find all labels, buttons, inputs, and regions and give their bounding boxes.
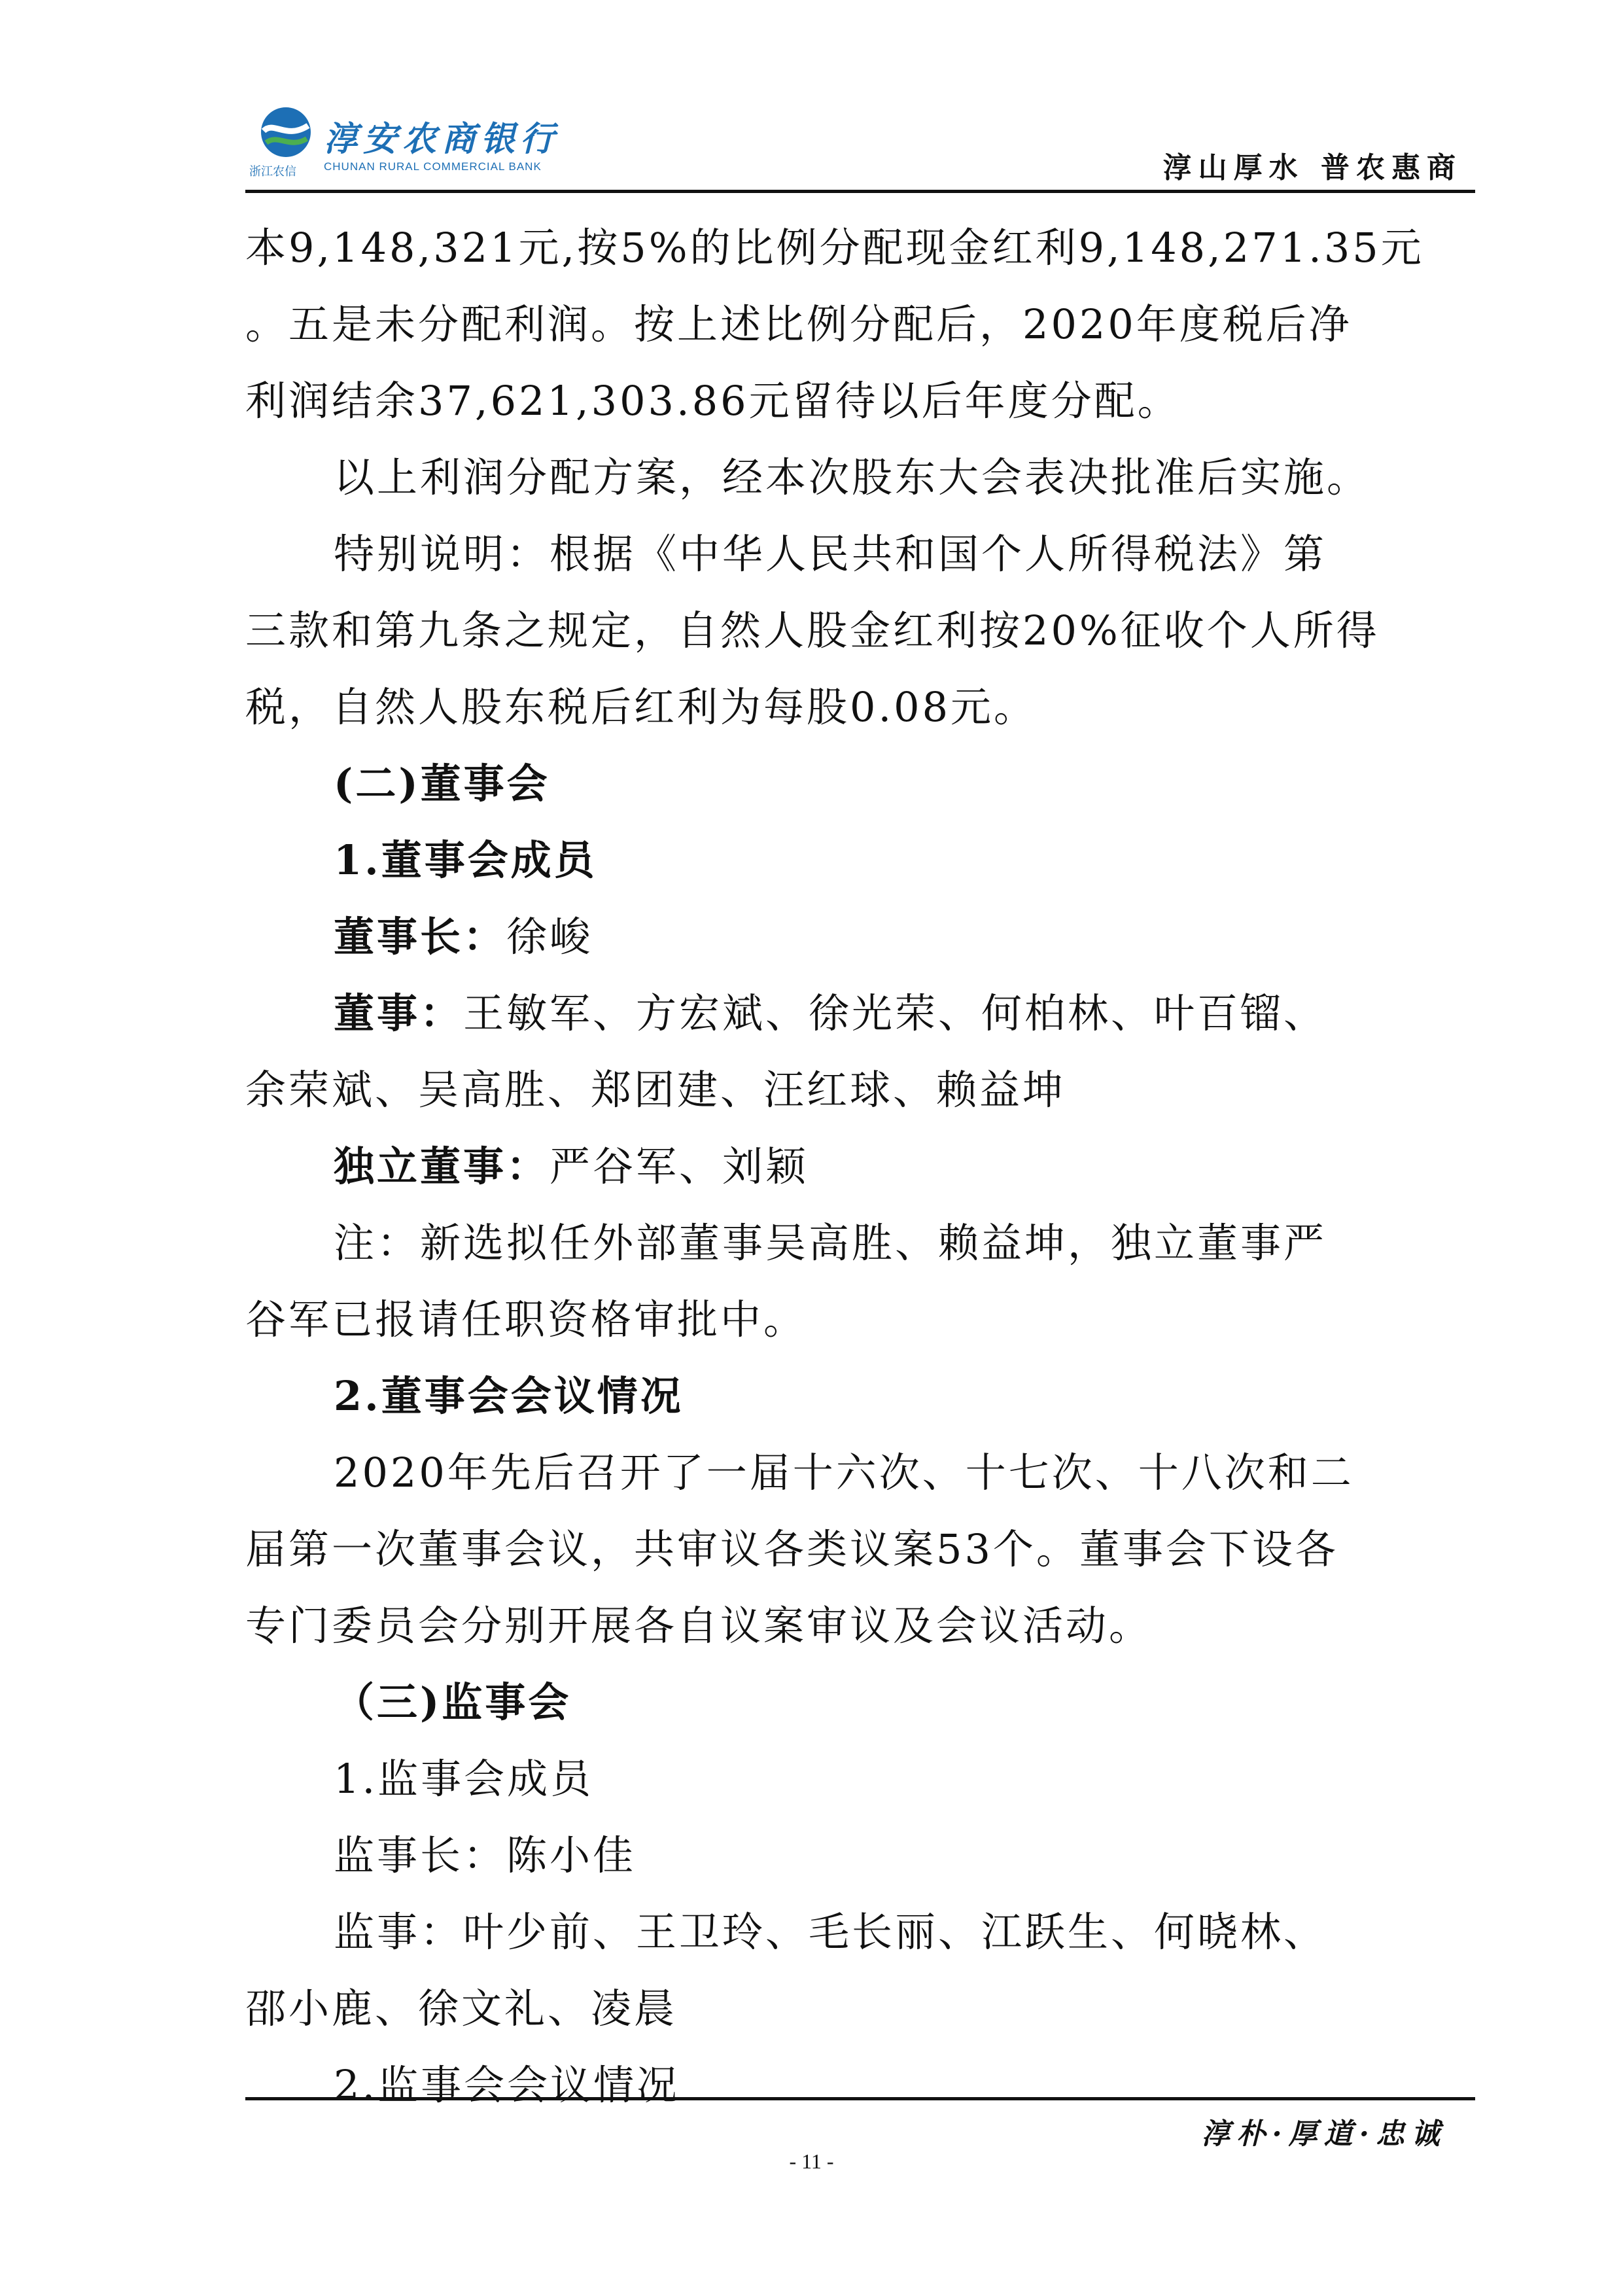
paragraph-line: 专门委员会分别开展各自议案审议及会议活动。 — [245, 1602, 1153, 1650]
paragraph-line: 谷军已报请任职资格审批中。 — [245, 1296, 807, 1343]
bank-name-chinese: 淳安农商银行 — [324, 119, 560, 159]
directors-value: 王敏军、方宏斌、徐光荣、何柏林、叶百镏、 — [463, 989, 1327, 1037]
header-slogan: 淳山厚水 普农惠商 — [1162, 151, 1462, 185]
page-number: - 11 - — [789, 2149, 834, 2173]
chairman-value: 徐峻 — [506, 913, 593, 961]
independent-directors-line — [245, 1128, 1423, 1205]
chairman-line — [245, 898, 1423, 975]
subsection-heading: 2.监事会会议情况 — [334, 2061, 680, 2109]
directors-label: 董事： — [334, 989, 464, 1037]
footer-motto: 淳朴·厚道·忠诚 — [1201, 2117, 1446, 2151]
directors-line — [245, 975, 1423, 1051]
paragraph-line: 余荣斌、吴高胜、郑团建、汪红球、赖益坤 — [245, 1066, 1066, 1114]
header-rule — [245, 190, 1475, 193]
footer-rule — [245, 2097, 1475, 2100]
paragraph-line: 利润结余37,621,303.86元留待以后年度分配。 — [245, 377, 1181, 425]
paragraph-line: 监事：叶少前、王卫玲、毛长丽、江跃生、何晓林、 — [334, 1908, 1327, 1956]
subsection-heading: 1.监事会成员 — [334, 1755, 594, 1803]
paragraph-line: 本9,148,321元,按5%的比例分配现金红利9,148,271.35元 — [245, 224, 1424, 272]
paragraph-line: 税，自然人股东税后红利为每股0.08元。 — [245, 683, 1038, 731]
document-body — [245, 209, 1423, 2123]
logo-subtitle: 浙江农信 — [249, 165, 296, 178]
subsection-heading: 1.董事会成员 — [334, 836, 597, 884]
paragraph-line: 注：新选拟任外部董事吴高胜、赖益坤，独立董事严 — [334, 1219, 1327, 1267]
bank-logo — [245, 98, 612, 183]
paragraph-line: 届第一次董事会议，共审议各类议案53个。董事会下设各 — [245, 1525, 1338, 1573]
paragraph-line: 三款和第九条之规定，自然人股金红利按20%征收个人所得 — [245, 607, 1380, 654]
bank-name-english: CHUNAN RURAL COMMERCIAL BANK — [324, 160, 542, 173]
supervisory-chair-line: 监事长：陈小佳 — [334, 1831, 637, 1879]
paragraph-line: 特别说明：根据《中华人民共和国个人所得税法》第 — [334, 530, 1327, 578]
paragraph-line: 邵小鹿、徐文礼、凌晨 — [245, 1985, 678, 2032]
paragraph-line: 以上利润分配方案，经本次股东大会表决批准后实施。 — [334, 453, 1370, 501]
independent-directors-value: 严谷军、刘颖 — [550, 1142, 809, 1190]
bank-logo-icon — [260, 106, 312, 158]
page-header — [245, 98, 1475, 190]
independent-directors-label: 独立董事： — [334, 1142, 550, 1190]
paragraph-line: 2020年先后召开了一届十六次、十七次、十八次和二 — [334, 1449, 1354, 1496]
paragraph-line: 。五是未分配利润。按上述比例分配后，2020年度税后净 — [245, 300, 1352, 348]
subsection-heading: 2.董事会会议情况 — [334, 1372, 684, 1420]
section-heading: （三)监事会 — [334, 1678, 572, 1726]
chairman-label: 董事长： — [334, 913, 507, 961]
section-heading: (二)董事会 — [334, 760, 550, 807]
